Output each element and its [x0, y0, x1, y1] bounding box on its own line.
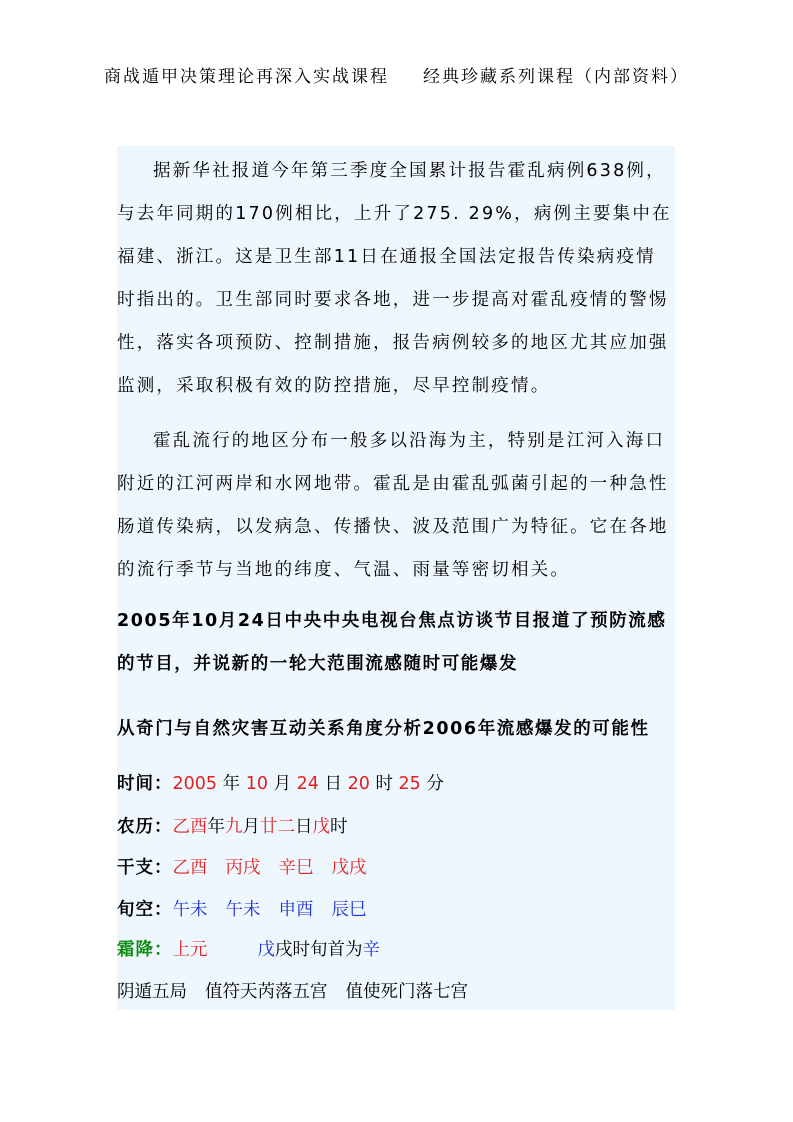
zhishi-text: 值使死门落七宫 — [345, 982, 468, 1002]
time-hour-unit: 时 — [375, 774, 393, 794]
ju-text: 阴遁五局 — [117, 982, 187, 1002]
lunar-year: 乙酉 — [172, 817, 208, 837]
news-headline — [117, 600, 675, 686]
time-month-unit: 月 — [273, 774, 292, 794]
time-minute-unit: 分 — [426, 774, 444, 794]
xun-shou-text: 戌时旬首为 — [275, 940, 363, 960]
paragraph-2-text: 霍乱流行的地区分布一般多以沿海为主，特别是江河入海口附近的江河两岸和水网地带。霍乱是由霍乱弧菌引起的一种急性肠道传染病，以发病急、传播快、波及范围广为特征。它在各地的流行季节与当地的纬度、气温、雨量等密切相关。 — [117, 431, 669, 580]
series-title: 经典珍藏系列课程（内部资料） — [423, 67, 689, 87]
ganzhi-label: 干支： — [117, 858, 173, 878]
lunar-day: 廿二 — [260, 817, 295, 837]
analysis-heading-text: 从奇门与自然灾害互动关系角度分析2006年流感爆发的可能性 — [117, 719, 650, 739]
time-minute: 25 — [398, 774, 421, 794]
xunkong-day: 申酉 — [278, 900, 314, 920]
ganzhi-hour: 戊戌 — [331, 858, 367, 878]
solar-term-label: 霜降： — [117, 940, 173, 960]
xunkong-hour: 辰巳 — [331, 900, 367, 920]
time-year-unit: 年 — [222, 774, 241, 794]
lunar-hour: 戊 — [312, 817, 330, 837]
time-day-unit: 日 — [324, 774, 342, 794]
paragraph-cholera-distribution — [117, 420, 675, 592]
xunkong-month: 午未 — [225, 900, 261, 920]
ganzhi-year: 乙酉 — [172, 858, 208, 878]
ganzhi-month: 丙戌 — [225, 858, 261, 878]
paragraph-cholera-report — [117, 150, 675, 408]
xunkong-year: 午未 — [172, 900, 208, 920]
paragraph-1-text: 据新华社报道今年第三季度全国累计报告霍乱病例638例，与去年同期的170例相比，上升了275. 29%，病例主要集中在福建、浙江。这是卫生部11日在通报全国法定报告传染病疫情时指出的。卫生部同时要求各地，进一步提高对霍乱疫情的警惕性，落实各项预防、控制措施，报告病例较多的地区尤其应加强监测，采取积极有效的防控措施，尽早控制疫情。 — [117, 161, 672, 396]
ganzhi-row — [117, 856, 367, 880]
time-year: 2005 — [172, 774, 218, 794]
zhifu-text: 值符天芮落五宫 — [205, 982, 328, 1002]
analysis-heading — [117, 708, 675, 751]
lunar-hour-unit: 时 — [330, 817, 348, 837]
time-hour: 20 — [347, 774, 370, 794]
ganzhi-day: 辛巳 — [278, 858, 314, 878]
xunkong-row — [117, 898, 367, 922]
xun-shou-stem: 戊 — [257, 940, 275, 960]
page-header — [0, 62, 793, 87]
lunar-year-unit: 年 — [207, 817, 225, 837]
ju-row — [117, 980, 468, 1004]
time-day: 24 — [296, 774, 319, 794]
time-label: 时间： — [117, 774, 173, 794]
time-row — [117, 772, 444, 796]
lunar-month: 九 — [225, 817, 243, 837]
solar-term-row — [117, 938, 380, 962]
lunar-label: 农历： — [117, 817, 173, 837]
course-title: 商战遁甲决策理论再深入实战课程 — [104, 67, 389, 87]
xun-shou-hidden-stem: 辛 — [362, 940, 380, 960]
solar-term-yuan: 上元 — [172, 940, 208, 960]
news-headline-text: 2005年10月24日中央中央电视台焦点访谈节目报道了预防流感的节目，并说新的一轮大范围流感随时可能爆发 — [117, 611, 667, 674]
lunar-month-unit: 月 — [242, 817, 260, 837]
xunkong-label: 旬空： — [117, 900, 173, 920]
lunar-row — [117, 815, 348, 839]
lunar-day-unit: 日 — [295, 817, 313, 837]
time-month: 10 — [245, 774, 268, 794]
